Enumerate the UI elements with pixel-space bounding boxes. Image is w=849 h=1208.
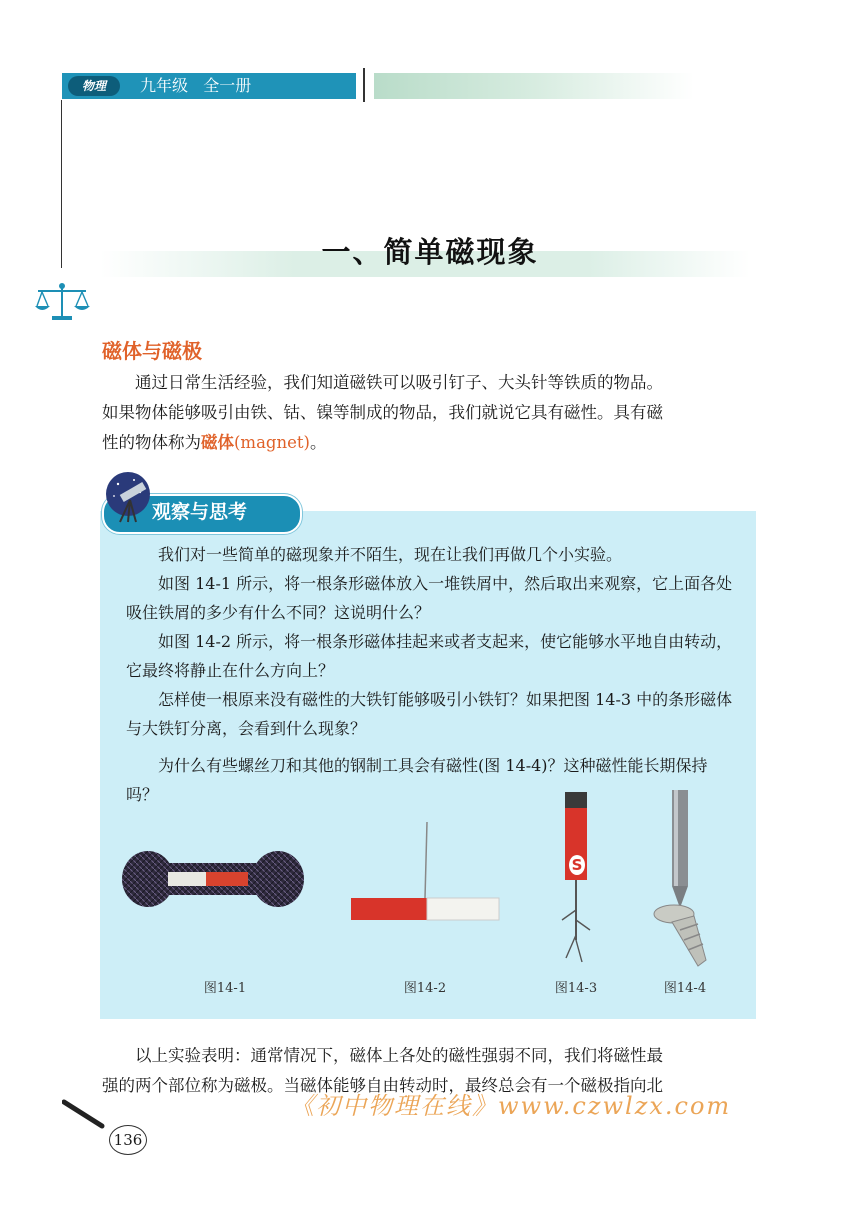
intro-line-3-end: 。 — [309, 433, 327, 452]
balance-scale-icon — [34, 282, 90, 322]
section-title: 一、简单磁现象 — [321, 235, 539, 269]
header-gradient — [374, 73, 694, 99]
conclusion-line-1: 以上实验表明：通常情况下，磁体上各处的磁性强弱不同，我们将磁性最 — [135, 1046, 663, 1065]
book-title: 九年级 全一册 — [140, 76, 252, 95]
figure-14-2-image — [345, 822, 505, 924]
telescope-icon — [100, 470, 158, 526]
figure-14-4-image — [650, 790, 720, 970]
watermark: 《初中物理在线》www.czwlzx.com — [290, 1092, 732, 1120]
observe-paragraph-3: 如图 14-2 所示，将一根条形磁体挂起来或者支起来，使它能够水平地自由转动，它最终将静止在什么方向上？ — [126, 632, 733, 680]
page-number: 136 — [109, 1125, 147, 1155]
figure-14-4-caption: 图14-4 — [663, 981, 707, 996]
observe-tab-label: 观察与思考 — [152, 501, 248, 523]
magnifier-icon — [62, 1098, 118, 1138]
header-divider — [363, 68, 365, 102]
figure-14-2-caption: 图14-2 — [403, 981, 447, 996]
subject-badge: 物理 — [68, 76, 120, 96]
margin-line — [61, 100, 62, 268]
term-magnet: 磁体 — [201, 433, 234, 452]
figure-14-3-caption: 图14-3 — [554, 981, 598, 996]
intro-line-2: 如果物体能够吸引由铁、钴、镍等制成的物品，我们就说它具有磁性。具有磁 — [102, 403, 663, 422]
conclusion-line-2: 强的两个部位称为磁极。当磁体能够自由转动时，最终总会有一个磁极指向北 — [102, 1076, 663, 1095]
subsection-heading: 磁体与磁极 — [102, 339, 202, 363]
intro-line-3 — [102, 428, 757, 458]
term-magnet-en: (magnet) — [234, 433, 310, 452]
intro-line-1: 通过日常生活经验，我们知道磁铁可以吸引钉子、大头针等铁质的物品。 — [135, 373, 663, 392]
figure-14-1-image — [118, 845, 308, 913]
figure-14-1-caption: 图14-1 — [203, 981, 247, 996]
observe-paragraph-1: 我们对一些简单的磁现象并不陌生，现在让我们再做几个小实验。 — [158, 545, 623, 564]
magnet-pole-label: S — [569, 855, 585, 875]
intro-line-3-start: 性的物体称为 — [102, 433, 201, 452]
figure-14-3-image — [552, 790, 602, 966]
observe-paragraph-4: 怎样使一根原来没有磁性的大铁钉能够吸引小铁钉？如果把图 14-3 中的条形磁体与大铁钉分离，会看到什么现象？ — [126, 690, 733, 738]
observe-paragraph-5: 为什么有些螺丝刀和其他的钢制工具会有磁性(图 14-4)？这种磁性能长期保持吗？ — [126, 756, 708, 804]
observe-paragraph-2: 如图 14-1 所示，将一根条形磁体放入一堆铁屑中，然后取出来观察，它上面各处吸住铁屑的多少有什么不同？这说明什么？ — [126, 574, 733, 622]
